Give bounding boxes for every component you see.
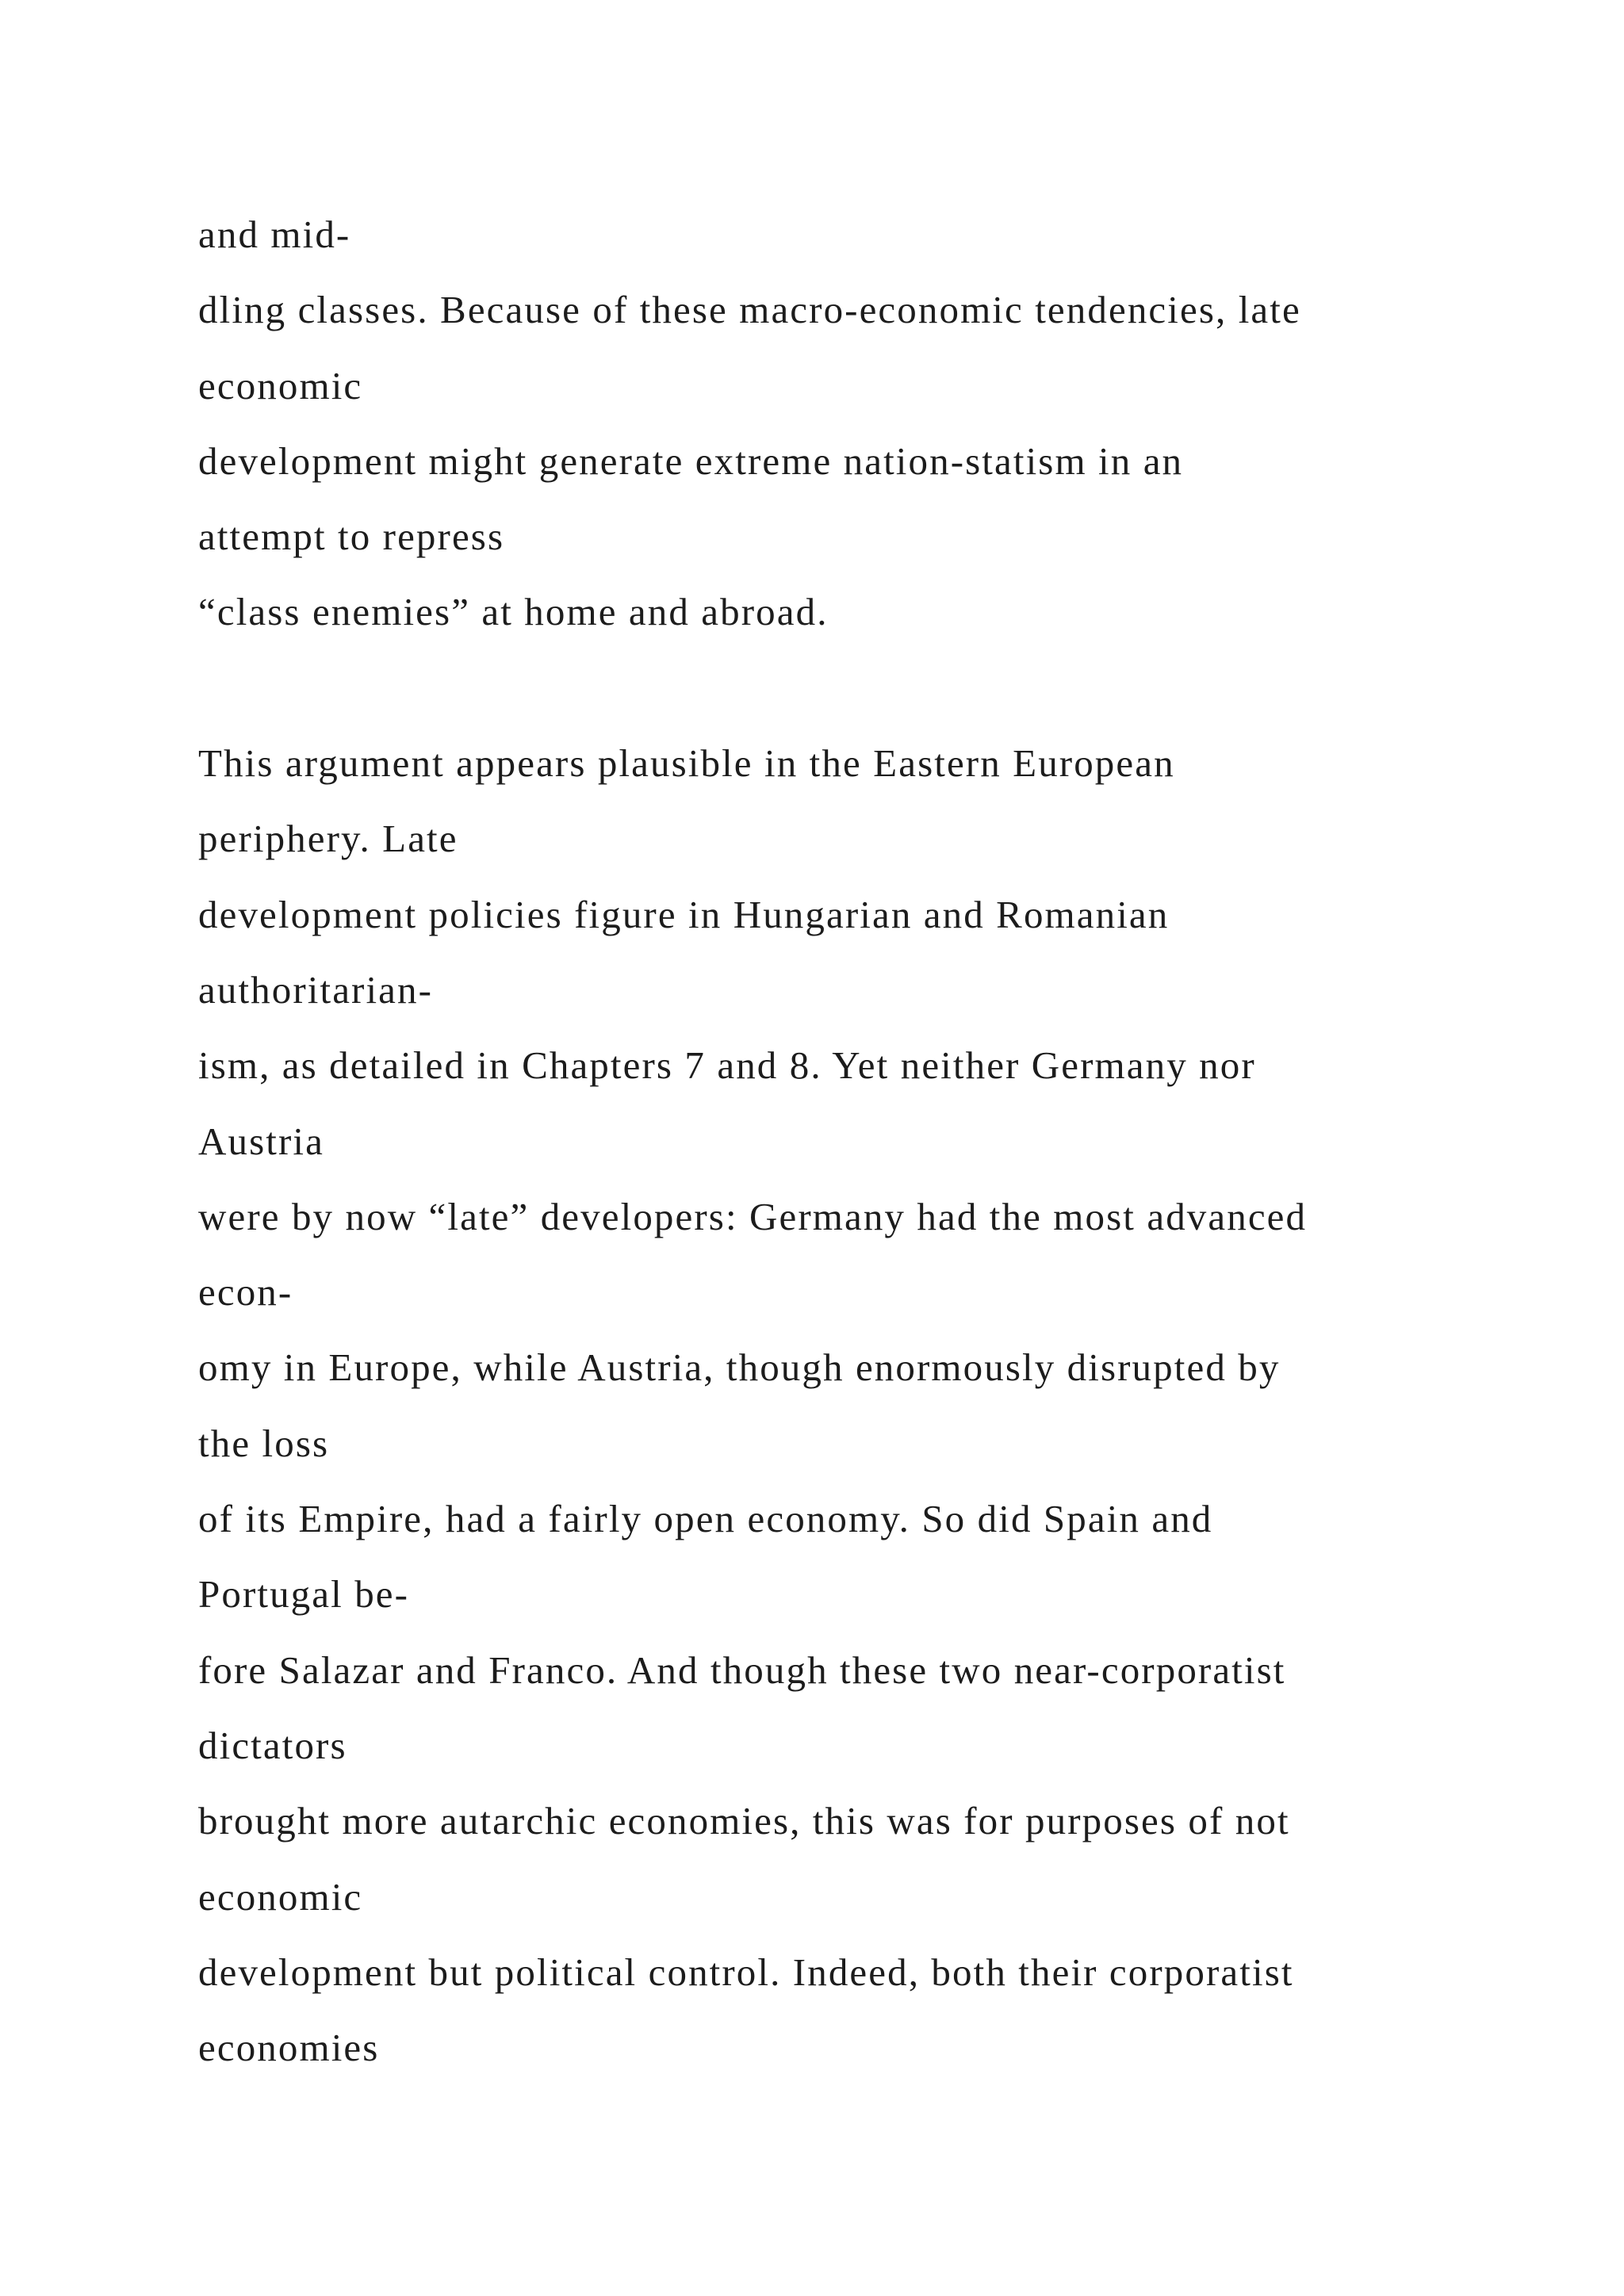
- text-line: ism, as detailed in Chapters 7 and 8. Yet neither Germany nor: [198, 1043, 1256, 1088]
- text-line: development but political control. Indeed, both their corporatist: [198, 1950, 1294, 1994]
- text-line: the loss: [198, 1421, 330, 1465]
- text-line: dling classes. Because of these macro-economic tendencies, late: [198, 288, 1301, 332]
- text-line: were by now “late” developers: Germany had the most advanced: [198, 1194, 1308, 1238]
- paragraph-gap: [198, 650, 1562, 725]
- text-line: development might generate extreme nation-statism in an: [198, 438, 1184, 483]
- text-line: periphery. Late: [198, 817, 458, 861]
- text-line: economies: [198, 2026, 380, 2070]
- text-line: economic: [198, 363, 363, 408]
- text-line: economic: [198, 1874, 363, 1919]
- text-line: of its Empire, had a fairly open economy. So did Spain and: [198, 1497, 1213, 1541]
- text-line: “class enemies” at home and abroad.: [198, 590, 829, 634]
- paragraph-2: [198, 725, 1562, 2085]
- text-line: econ-: [198, 1270, 293, 1314]
- text-line: authoritarian-: [198, 967, 434, 1012]
- text-line: fore Salazar and Franco. And though these two near-corporatist: [198, 1647, 1286, 1692]
- paragraph-1: [198, 197, 1562, 650]
- text-line: attempt to repress: [198, 515, 505, 559]
- text-line: brought more autarchic economies, this was for purposes of not: [198, 1799, 1290, 1843]
- text-line: dictators: [198, 1723, 347, 1767]
- text-line: development policies figure in Hungarian and Romanian: [198, 892, 1170, 936]
- text-line: omy in Europe, while Austria, though enormously disrupted by: [198, 1345, 1281, 1390]
- text-line: Portugal be-: [198, 1572, 410, 1617]
- text-line: and mid-: [198, 212, 351, 256]
- body-text: [198, 197, 1562, 2085]
- text-line: Austria: [198, 1119, 324, 1163]
- text-line: This argument appears plausible in the Eastern European: [198, 741, 1175, 786]
